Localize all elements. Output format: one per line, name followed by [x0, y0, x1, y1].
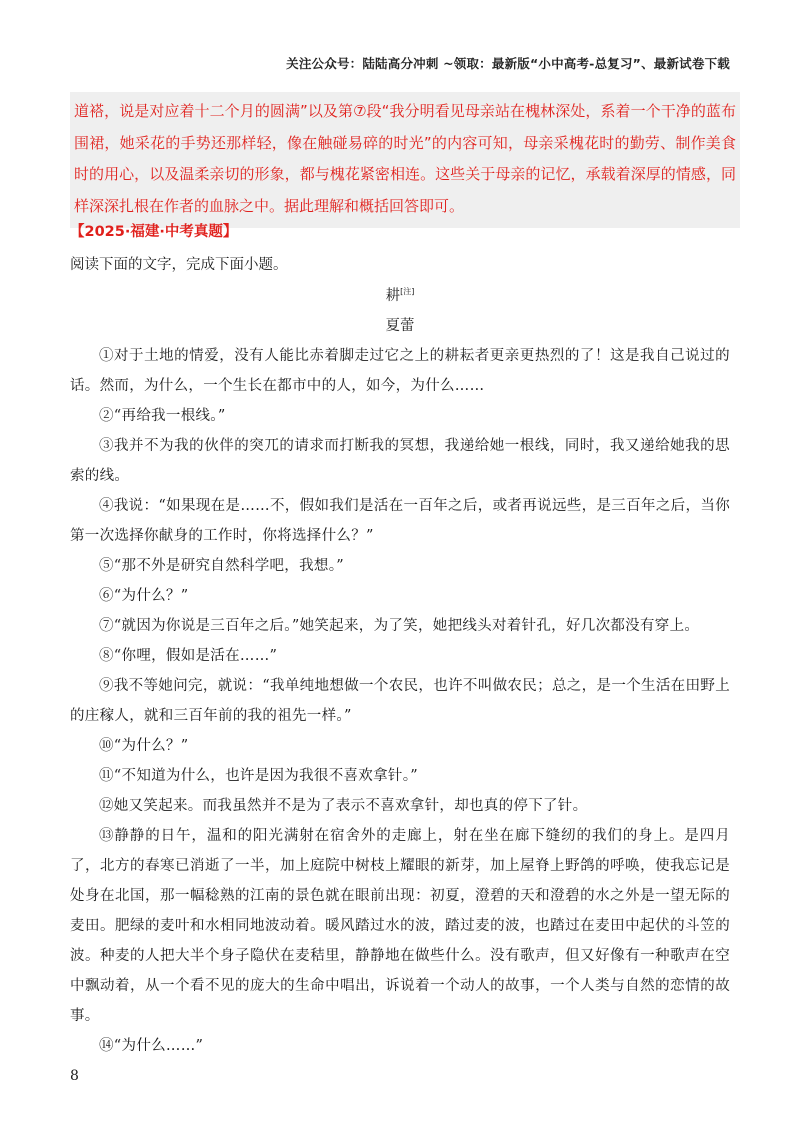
essay-paragraph: ④我说：“如果现在是……不，假如我们是活在一百年之后，或者再说远些，是三百年之后，当你第一次选择你献身的工作时，你将选择什么？”: [70, 498, 730, 544]
exam-source-tag: 【2025·福建·中考真题】: [70, 224, 238, 240]
essay-title-text: 耕: [385, 288, 401, 304]
essay-paragraph: ②“再给我一根线。”: [99, 408, 226, 424]
essay-paragraph: ⑭“为什么……”: [99, 1038, 204, 1054]
essay-paragraph: ③我并不为我的伙伴的突兀的请求而打断我的冥想，我递给她一根线，同时，我又递给她我的思索的线。: [70, 438, 730, 484]
reading-instruction: 阅读下面的文字，完成下面小题。: [70, 257, 288, 273]
answer-explanation-text: 道褡，说是对应着十二个月的圆满”以及第⑦段“我分明看见母亲站在槐林深处，系着一个干净的蓝布围裙，她采花的手势还那样轻，像在触碰易碎的时光”的内容可知，母亲采槐花时的勤劳、制作美食时的用心，以及温柔亲切的形象，都与槐花紧密相连。这些关于母亲的记忆，承载着深厚的情感，同样深深扎根在作者的血脉之中。据此理解和概括回答即可。: [74, 102, 736, 215]
essay-title-note: [注]: [400, 287, 415, 297]
essay-body: [70, 341, 730, 1061]
essay-paragraph: ⑨我不等她问完，就说：“我单纯地想做一个农民，也许不叫做农民；总之，是一个生活在田野上的庄稼人，就和三百年前的我的祖先一样。”: [70, 678, 730, 724]
essay-paragraph: ⑬静静的日午，温和的阳光满射在宿舍外的走廊上，射在坐在廊下缝纫的我们的身上。是四月了，北方的春寒已消逝了一半，加上庭院中树枝上耀眼的新芽，加上屋脊上野鸽的呼唤，使我忘记是处身在北国，那一幅稔熟的江南的景色就在眼前出现：初夏，澄碧的天和澄碧的水之外是一望无际的麦田。肥绿的麦叶和水相同地波动着。暖风踏过水的波，踏过麦的波，也踏过在麦田中起伏的斗笠的波。种麦的人把大半个身子隐伏在麦秸里，静静地在做些什么。没有歌声，但又好像有一种歌声在空中飘动着，从一个看不见的庞大的生命中唱出，诉说着一个动人的故事，一个人类与自然的恋情的故事。: [70, 828, 730, 1024]
essay-paragraph: ⑥“为什么？”: [99, 588, 189, 604]
essay-title: [0, 284, 800, 305]
page-number: 8: [70, 1068, 79, 1084]
essay-paragraph: ⑪“不知道为什么，也许是因为我很不喜欢拿针。”: [99, 768, 418, 784]
essay-paragraph: ⑫她又笑起来。而我虽然并不是为了表示不喜欢拿针，却也真的停下了针。: [99, 798, 588, 814]
answer-explanation-box: [70, 92, 740, 228]
page-header: 关注公众号：陆陆高分冲刺 ~领取：最新版“小中高考-总复习”、最新试卷下载: [286, 56, 730, 71]
essay-paragraph: ⑧“你哩，假如是活在……”: [99, 648, 278, 664]
essay-paragraph: ⑤“那不外是研究自然科学吧，我想。”: [99, 558, 344, 574]
essay-paragraph: ⑦“就因为你说是三百年之后。”她笑起来，为了笑，她把线头对着针孔，好几次都没有穿上。: [99, 618, 700, 634]
essay-paragraph: ①对于土地的情爱，没有人能比赤着脚走过它之上的耕耘者更亲更热烈的了！这是我自己说过的话。然而，为什么，一个生长在都市中的人，如今，为什么……: [70, 348, 730, 394]
essay-author: 夏蕾: [385, 318, 415, 334]
essay-paragraph: ⑩“为什么？”: [99, 738, 189, 754]
